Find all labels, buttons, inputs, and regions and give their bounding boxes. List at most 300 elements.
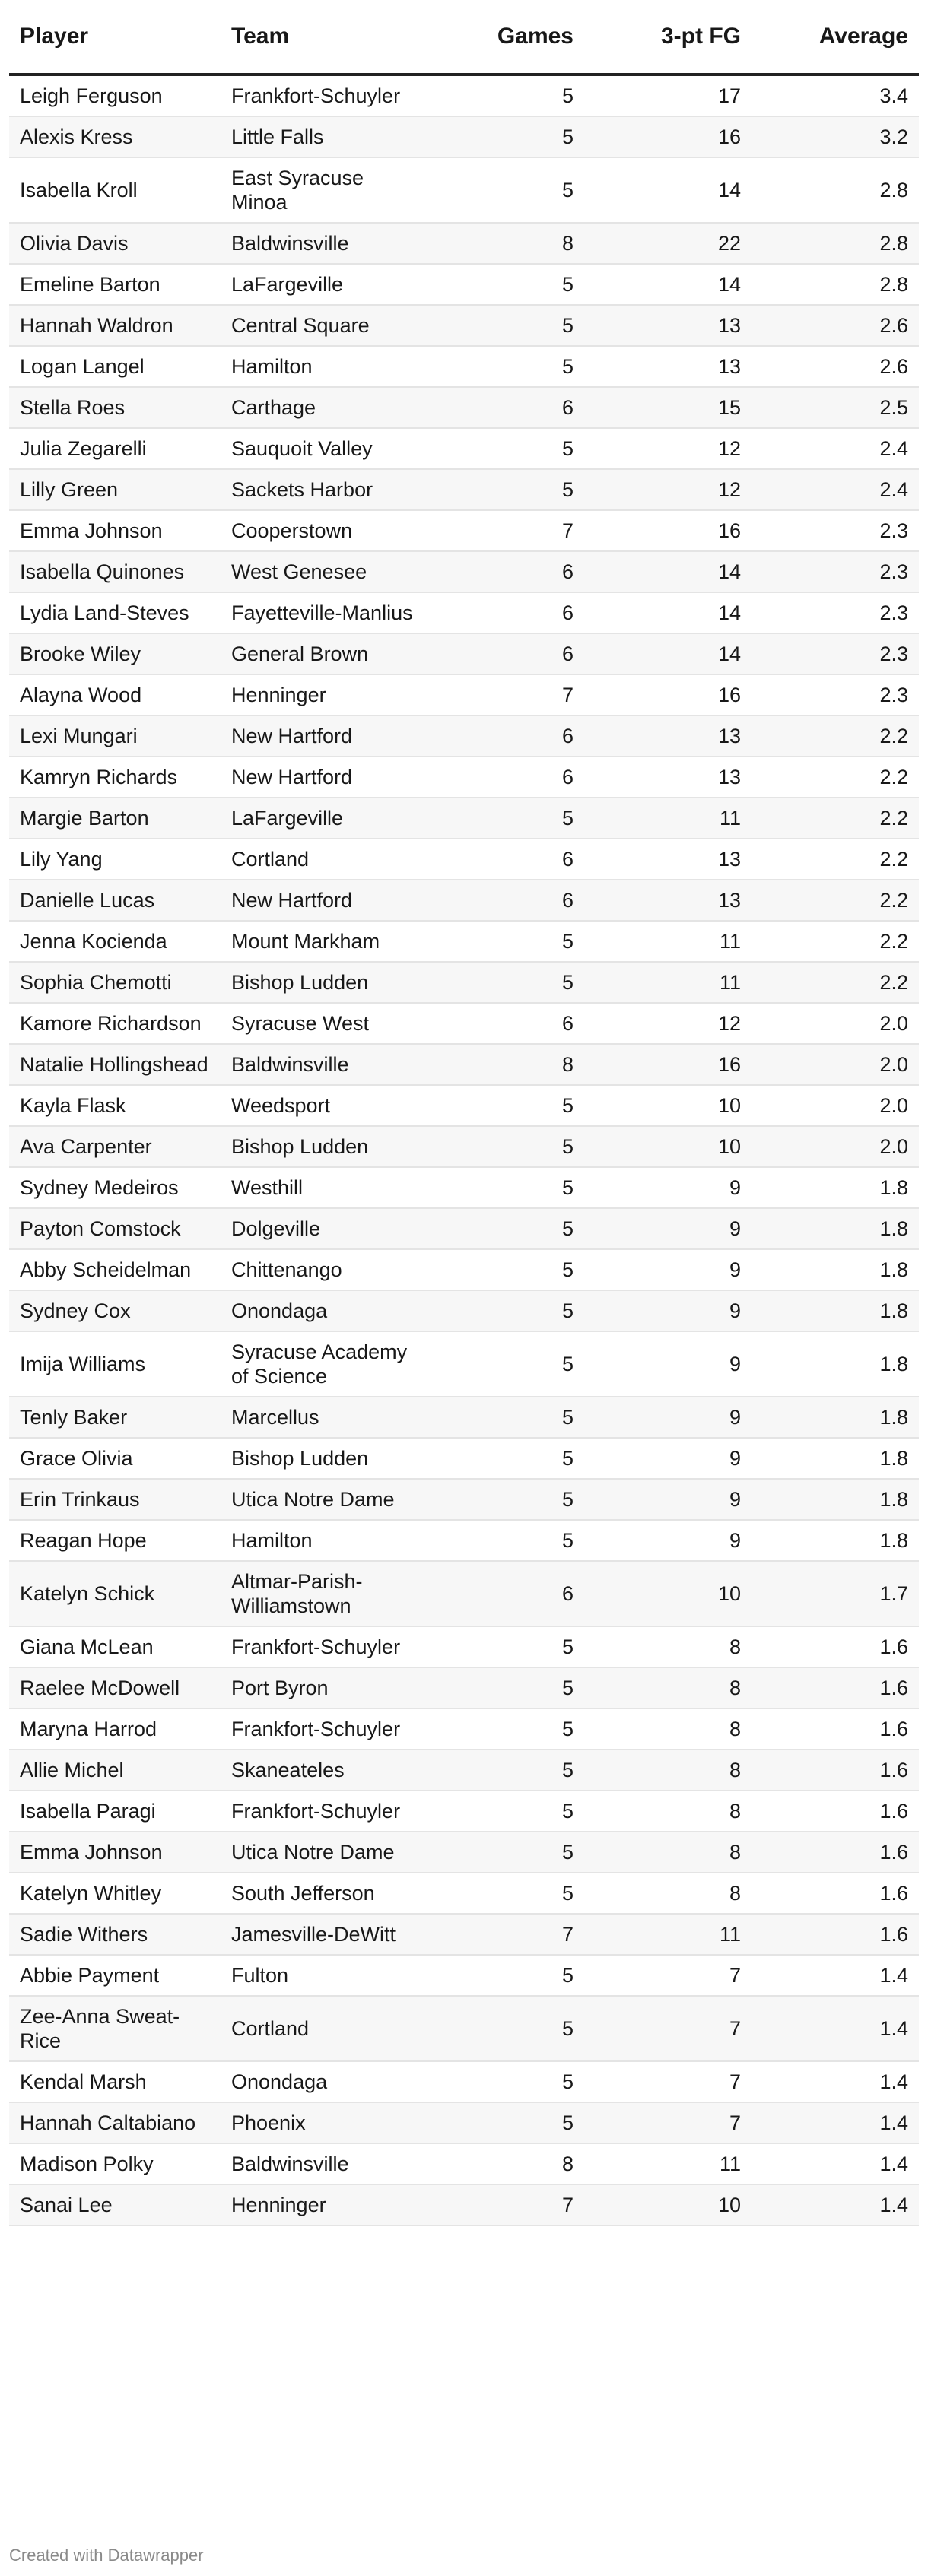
table-row: [9, 305, 919, 346]
player-cell: Olivia Davis: [9, 223, 221, 264]
team-cell: Fulton: [221, 1955, 426, 1996]
average-cell: 1.4: [752, 2184, 919, 2225]
games-cell: 5: [426, 1249, 584, 1290]
team-cell: Jamesville-DeWitt: [221, 1914, 426, 1955]
games-cell: 5: [426, 962, 584, 1003]
games-cell: 7: [426, 1914, 584, 1955]
team-cell: Port Byron: [221, 1667, 426, 1708]
games-cell: 5: [426, 1208, 584, 1249]
three-pt-fg-cell: 13: [584, 757, 752, 798]
player-cell: Logan Langel: [9, 346, 221, 387]
games-cell: 5: [426, 2102, 584, 2143]
player-cell: Ava Carpenter: [9, 1126, 221, 1167]
player-cell: Natalie Hollingshead: [9, 1044, 221, 1085]
team-cell: Frankfort-Schuyler: [221, 75, 426, 116]
table-row: [9, 2102, 919, 2143]
three-pt-fg-cell: 9: [584, 1249, 752, 1290]
average-cell: 2.0: [752, 1085, 919, 1126]
team-cell: Baldwinsville: [221, 1044, 426, 1085]
table-row: [9, 880, 919, 921]
column-header-average[interactable]: Average: [752, 0, 919, 75]
player-cell: Reagan Hope: [9, 1520, 221, 1561]
player-cell: Isabella Paragi: [9, 1791, 221, 1832]
three-pt-fg-cell: 14: [584, 551, 752, 592]
player-cell: Katelyn Whitley: [9, 1873, 221, 1914]
games-cell: 5: [426, 157, 584, 223]
player-cell: Jenna Kocienda: [9, 921, 221, 962]
table-row: [9, 346, 919, 387]
games-cell: 5: [426, 2061, 584, 2102]
table-row: [9, 839, 919, 880]
games-cell: 5: [426, 1832, 584, 1873]
games-cell: 5: [426, 1750, 584, 1791]
average-cell: 2.3: [752, 592, 919, 633]
table-row: [9, 551, 919, 592]
three-pt-fg-cell: 9: [584, 1208, 752, 1249]
player-cell: Grace Olivia: [9, 1438, 221, 1479]
table-row: [9, 1167, 919, 1208]
table-row: [9, 1126, 919, 1167]
average-cell: 1.4: [752, 2143, 919, 2184]
games-cell: 5: [426, 1167, 584, 1208]
average-cell: 1.6: [752, 1667, 919, 1708]
table-row: [9, 1438, 919, 1479]
three-pt-fg-cell: 8: [584, 1832, 752, 1873]
player-cell: Julia Zegarelli: [9, 428, 221, 469]
team-cell: Westhill: [221, 1167, 426, 1208]
player-cell: Abby Scheidelman: [9, 1249, 221, 1290]
average-cell: 2.3: [752, 633, 919, 674]
team-cell: Mount Markham: [221, 921, 426, 962]
games-cell: 6: [426, 551, 584, 592]
team-cell: Weedsport: [221, 1085, 426, 1126]
games-cell: 5: [426, 1438, 584, 1479]
table-row: [9, 1397, 919, 1438]
team-cell: South Jefferson: [221, 1873, 426, 1914]
team-cell: Syracuse West: [221, 1003, 426, 1044]
average-cell: 2.2: [752, 921, 919, 962]
team-cell: Henninger: [221, 2184, 426, 2225]
table-header: [9, 0, 919, 75]
games-cell: 6: [426, 633, 584, 674]
team-cell: Hamilton: [221, 346, 426, 387]
games-cell: 5: [426, 1996, 584, 2061]
table-row: [9, 1249, 919, 1290]
player-cell: Lily Yang: [9, 839, 221, 880]
average-cell: 1.4: [752, 1996, 919, 2061]
player-cell: Katelyn Schick: [9, 1561, 221, 1626]
three-pt-fg-cell: 13: [584, 346, 752, 387]
team-cell: Cortland: [221, 839, 426, 880]
average-cell: 2.2: [752, 798, 919, 839]
games-cell: 5: [426, 116, 584, 157]
player-cell: Danielle Lucas: [9, 880, 221, 921]
player-cell: Isabella Kroll: [9, 157, 221, 223]
team-cell: Utica Notre Dame: [221, 1832, 426, 1873]
table-row: [9, 1873, 919, 1914]
team-cell: East Syracuse Minoa: [221, 157, 426, 223]
games-cell: 5: [426, 1667, 584, 1708]
games-cell: 5: [426, 1955, 584, 1996]
player-cell: Lydia Land-Steves: [9, 592, 221, 633]
player-cell: Erin Trinkaus: [9, 1479, 221, 1520]
player-cell: Kamore Richardson: [9, 1003, 221, 1044]
team-cell: Onondaga: [221, 2061, 426, 2102]
player-cell: Kendal Marsh: [9, 2061, 221, 2102]
average-cell: 2.3: [752, 510, 919, 551]
average-cell: 1.6: [752, 1708, 919, 1750]
games-cell: 6: [426, 757, 584, 798]
three-pt-fg-cell: 17: [584, 75, 752, 116]
header-row: [9, 0, 919, 75]
table-row: [9, 1003, 919, 1044]
average-cell: 1.6: [752, 1750, 919, 1791]
player-cell: Sanai Lee: [9, 2184, 221, 2225]
average-cell: 2.3: [752, 551, 919, 592]
team-cell: Marcellus: [221, 1397, 426, 1438]
three-pt-fg-cell: 11: [584, 2143, 752, 2184]
games-cell: 7: [426, 674, 584, 715]
three-pt-fg-cell: 8: [584, 1708, 752, 1750]
team-cell: New Hartford: [221, 880, 426, 921]
three-pt-fg-cell: 9: [584, 1438, 752, 1479]
player-cell: Isabella Quinones: [9, 551, 221, 592]
games-cell: 5: [426, 1479, 584, 1520]
average-cell: 1.8: [752, 1167, 919, 1208]
average-cell: 2.4: [752, 428, 919, 469]
average-cell: 1.6: [752, 1791, 919, 1832]
player-cell: Imija Williams: [9, 1331, 221, 1397]
games-cell: 5: [426, 469, 584, 510]
player-cell: Zee-Anna Sweat-Rice: [9, 1996, 221, 2061]
average-cell: 2.2: [752, 839, 919, 880]
games-cell: 5: [426, 1708, 584, 1750]
games-cell: 5: [426, 1331, 584, 1397]
average-cell: 2.6: [752, 346, 919, 387]
games-cell: 5: [426, 305, 584, 346]
table-row: [9, 921, 919, 962]
team-cell: Syracuse Academy of Science: [221, 1331, 426, 1397]
three-pt-fg-cell: 7: [584, 1955, 752, 1996]
average-cell: 3.4: [752, 75, 919, 116]
player-cell: Raelee McDowell: [9, 1667, 221, 1708]
team-cell: Cortland: [221, 1996, 426, 2061]
player-cell: Leigh Ferguson: [9, 75, 221, 116]
three-pt-fg-cell: 10: [584, 1126, 752, 1167]
table-row: [9, 1208, 919, 1249]
table-row: [9, 1626, 919, 1667]
player-cell: Alexis Kress: [9, 116, 221, 157]
player-cell: Maryna Harrod: [9, 1708, 221, 1750]
games-cell: 6: [426, 387, 584, 428]
team-cell: Fayetteville-Manlius: [221, 592, 426, 633]
team-cell: Bishop Ludden: [221, 1438, 426, 1479]
team-cell: Henninger: [221, 674, 426, 715]
three-pt-fg-cell: 10: [584, 2184, 752, 2225]
player-cell: Sophia Chemotti: [9, 962, 221, 1003]
player-cell: Margie Barton: [9, 798, 221, 839]
games-cell: 5: [426, 428, 584, 469]
average-cell: 1.6: [752, 1873, 919, 1914]
average-cell: 2.8: [752, 264, 919, 305]
games-cell: 8: [426, 1044, 584, 1085]
three-pt-fg-cell: 13: [584, 880, 752, 921]
three-pt-fg-cell: 9: [584, 1479, 752, 1520]
three-pt-fg-cell: 9: [584, 1290, 752, 1331]
average-cell: 1.8: [752, 1479, 919, 1520]
average-cell: 2.8: [752, 157, 919, 223]
average-cell: 1.6: [752, 1626, 919, 1667]
player-cell: Kayla Flask: [9, 1085, 221, 1126]
player-cell: Emma Johnson: [9, 1832, 221, 1873]
average-cell: 2.0: [752, 1003, 919, 1044]
stats-table: [9, 0, 919, 2226]
table-row: [9, 1479, 919, 1520]
games-cell: 6: [426, 839, 584, 880]
table-row: [9, 798, 919, 839]
table-row: [9, 1750, 919, 1791]
team-cell: Little Falls: [221, 116, 426, 157]
games-cell: 6: [426, 592, 584, 633]
player-cell: Lilly Green: [9, 469, 221, 510]
table-row: [9, 1561, 919, 1626]
games-cell: 5: [426, 264, 584, 305]
average-cell: 2.4: [752, 469, 919, 510]
team-cell: Frankfort-Schuyler: [221, 1708, 426, 1750]
table-row: [9, 223, 919, 264]
three-pt-fg-cell: 13: [584, 715, 752, 757]
player-cell: Stella Roes: [9, 387, 221, 428]
average-cell: 1.8: [752, 1520, 919, 1561]
table-row: [9, 510, 919, 551]
column-header-games[interactable]: Games: [426, 0, 584, 75]
team-cell: Sackets Harbor: [221, 469, 426, 510]
average-cell: 1.6: [752, 1832, 919, 1873]
average-cell: 1.8: [752, 1249, 919, 1290]
average-cell: 1.7: [752, 1561, 919, 1626]
team-cell: Skaneateles: [221, 1750, 426, 1791]
three-pt-fg-cell: 16: [584, 1044, 752, 1085]
team-cell: Dolgeville: [221, 1208, 426, 1249]
three-pt-fg-cell: 12: [584, 428, 752, 469]
games-cell: 5: [426, 921, 584, 962]
average-cell: 2.2: [752, 962, 919, 1003]
three-pt-fg-cell: 8: [584, 1873, 752, 1914]
table-row: [9, 75, 919, 116]
average-cell: 1.8: [752, 1290, 919, 1331]
games-cell: 6: [426, 715, 584, 757]
team-cell: Altmar-Parish-Williamstown: [221, 1561, 426, 1626]
three-pt-fg-cell: 10: [584, 1085, 752, 1126]
table-row: [9, 715, 919, 757]
games-cell: 5: [426, 1085, 584, 1126]
player-cell: Abbie Payment: [9, 1955, 221, 1996]
column-header-player[interactable]: Player: [9, 0, 221, 75]
table-row: [9, 757, 919, 798]
three-pt-fg-cell: 14: [584, 592, 752, 633]
table-row: [9, 1085, 919, 1126]
average-cell: 2.0: [752, 1126, 919, 1167]
table-row: [9, 1791, 919, 1832]
table-row: [9, 1331, 919, 1397]
team-cell: General Brown: [221, 633, 426, 674]
average-cell: 1.4: [752, 1955, 919, 1996]
three-pt-fg-cell: 12: [584, 469, 752, 510]
table-row: [9, 469, 919, 510]
three-pt-fg-cell: 8: [584, 1667, 752, 1708]
table-row: [9, 2061, 919, 2102]
table-row: [9, 428, 919, 469]
three-pt-fg-cell: 9: [584, 1331, 752, 1397]
player-cell: Hannah Caltabiano: [9, 2102, 221, 2143]
three-pt-fg-cell: 13: [584, 305, 752, 346]
three-pt-fg-cell: 13: [584, 839, 752, 880]
three-pt-fg-cell: 7: [584, 1996, 752, 2061]
games-cell: 6: [426, 1561, 584, 1626]
table-row: [9, 264, 919, 305]
datawrapper-credit[interactable]: Created with Datawrapper: [9, 2546, 204, 2565]
team-cell: Hamilton: [221, 1520, 426, 1561]
three-pt-fg-cell: 9: [584, 1397, 752, 1438]
table-row: [9, 1044, 919, 1085]
player-cell: Brooke Wiley: [9, 633, 221, 674]
table-row: [9, 1955, 919, 1996]
player-cell: Payton Comstock: [9, 1208, 221, 1249]
three-pt-fg-cell: 16: [584, 116, 752, 157]
team-cell: Utica Notre Dame: [221, 1479, 426, 1520]
three-pt-fg-cell: 8: [584, 1750, 752, 1791]
player-cell: Kamryn Richards: [9, 757, 221, 798]
team-cell: Bishop Ludden: [221, 1126, 426, 1167]
table-row: [9, 592, 919, 633]
three-pt-fg-cell: 7: [584, 2102, 752, 2143]
games-cell: 7: [426, 510, 584, 551]
team-cell: Phoenix: [221, 2102, 426, 2143]
team-cell: Chittenango: [221, 1249, 426, 1290]
average-cell: 2.2: [752, 715, 919, 757]
team-cell: Baldwinsville: [221, 2143, 426, 2184]
team-cell: Central Square: [221, 305, 426, 346]
average-cell: 2.5: [752, 387, 919, 428]
games-cell: 5: [426, 1873, 584, 1914]
player-cell: Emma Johnson: [9, 510, 221, 551]
team-cell: Bishop Ludden: [221, 962, 426, 1003]
table-row: [9, 1914, 919, 1955]
three-pt-fg-cell: 16: [584, 510, 752, 551]
player-cell: Sadie Withers: [9, 1914, 221, 1955]
three-pt-fg-cell: 14: [584, 264, 752, 305]
three-pt-fg-cell: 8: [584, 1791, 752, 1832]
average-cell: 1.8: [752, 1438, 919, 1479]
player-cell: Giana McLean: [9, 1626, 221, 1667]
table-row: [9, 1520, 919, 1561]
player-cell: Hannah Waldron: [9, 305, 221, 346]
table-row: [9, 1832, 919, 1873]
games-cell: 5: [426, 1626, 584, 1667]
average-cell: 2.0: [752, 1044, 919, 1085]
three-pt-fg-cell: 15: [584, 387, 752, 428]
average-cell: 2.8: [752, 223, 919, 264]
team-cell: New Hartford: [221, 715, 426, 757]
three-pt-fg-cell: 14: [584, 157, 752, 223]
games-cell: 5: [426, 1126, 584, 1167]
table-row: [9, 1290, 919, 1331]
average-cell: 1.6: [752, 1914, 919, 1955]
average-cell: 2.3: [752, 674, 919, 715]
average-cell: 1.4: [752, 2102, 919, 2143]
three-pt-fg-cell: 11: [584, 798, 752, 839]
player-cell: Allie Michel: [9, 1750, 221, 1791]
games-cell: 8: [426, 2143, 584, 2184]
team-cell: New Hartford: [221, 757, 426, 798]
table-row: [9, 2143, 919, 2184]
player-cell: Sydney Medeiros: [9, 1167, 221, 1208]
table-row: [9, 633, 919, 674]
player-cell: Alayna Wood: [9, 674, 221, 715]
three-pt-fg-cell: 10: [584, 1561, 752, 1626]
three-pt-fg-cell: 7: [584, 2061, 752, 2102]
table-row: [9, 387, 919, 428]
player-cell: Lexi Mungari: [9, 715, 221, 757]
team-cell: Onondaga: [221, 1290, 426, 1331]
player-cell: Sydney Cox: [9, 1290, 221, 1331]
column-header-3pt-fg[interactable]: 3-pt FG: [584, 0, 752, 75]
three-pt-fg-cell: 14: [584, 633, 752, 674]
table-row: [9, 116, 919, 157]
games-cell: 5: [426, 798, 584, 839]
games-cell: 5: [426, 1791, 584, 1832]
average-cell: 2.2: [752, 757, 919, 798]
three-pt-fg-cell: 9: [584, 1520, 752, 1561]
three-pt-fg-cell: 16: [584, 674, 752, 715]
average-cell: 2.6: [752, 305, 919, 346]
games-cell: 5: [426, 1520, 584, 1561]
three-pt-fg-cell: 11: [584, 1914, 752, 1955]
table-row: [9, 962, 919, 1003]
team-cell: West Genesee: [221, 551, 426, 592]
table-container: [9, 0, 919, 2226]
team-cell: LaFargeville: [221, 798, 426, 839]
games-cell: 5: [426, 346, 584, 387]
table-row: [9, 1708, 919, 1750]
three-pt-fg-cell: 22: [584, 223, 752, 264]
three-pt-fg-cell: 9: [584, 1167, 752, 1208]
team-cell: LaFargeville: [221, 264, 426, 305]
table-row: [9, 1996, 919, 2061]
player-cell: Emeline Barton: [9, 264, 221, 305]
column-header-team[interactable]: Team: [221, 0, 426, 75]
games-cell: 6: [426, 1003, 584, 1044]
average-cell: 3.2: [752, 116, 919, 157]
three-pt-fg-cell: 11: [584, 962, 752, 1003]
average-cell: 1.8: [752, 1208, 919, 1249]
team-cell: Frankfort-Schuyler: [221, 1626, 426, 1667]
three-pt-fg-cell: 12: [584, 1003, 752, 1044]
average-cell: 2.2: [752, 880, 919, 921]
table-row: [9, 157, 919, 223]
table-row: [9, 674, 919, 715]
table-row: [9, 1667, 919, 1708]
player-cell: Tenly Baker: [9, 1397, 221, 1438]
games-cell: 5: [426, 1290, 584, 1331]
team-cell: Frankfort-Schuyler: [221, 1791, 426, 1832]
team-cell: Cooperstown: [221, 510, 426, 551]
player-cell: Madison Polky: [9, 2143, 221, 2184]
team-cell: Baldwinsville: [221, 223, 426, 264]
games-cell: 6: [426, 880, 584, 921]
table-body: [9, 75, 919, 2225]
table-row: [9, 2184, 919, 2225]
